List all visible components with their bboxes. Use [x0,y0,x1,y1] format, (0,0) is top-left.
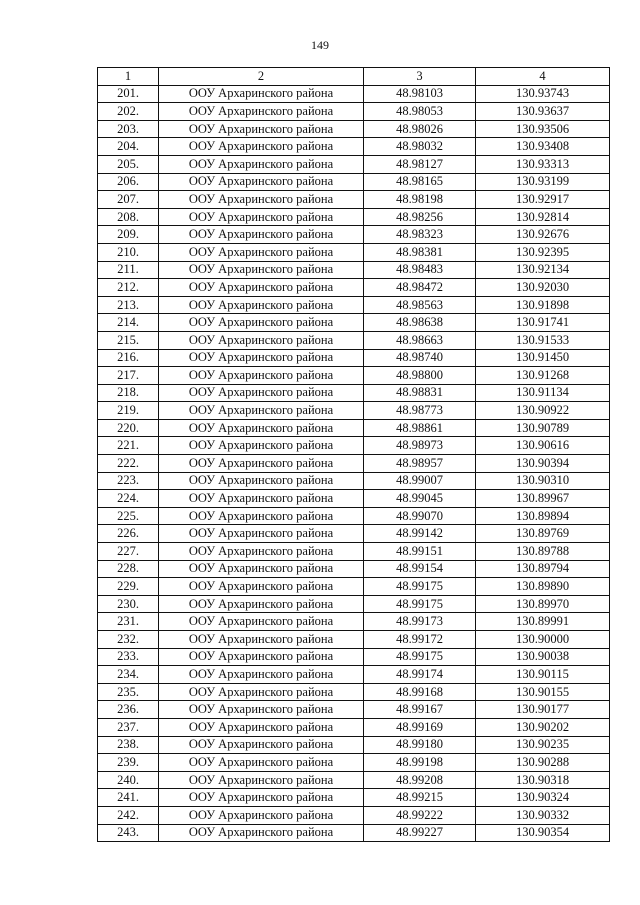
table-row [98,103,610,121]
table-row [98,243,610,261]
latitude-cell: 48.99227 [364,824,476,842]
object-name-cell: ООУ Архаринского района [159,120,364,138]
table-row [98,507,610,525]
object-name-cell: ООУ Архаринского района [159,648,364,666]
latitude-cell: 48.98026 [364,120,476,138]
longitude-cell: 130.93506 [476,120,610,138]
table-row [98,613,610,631]
latitude-cell: 48.99173 [364,613,476,631]
row-number-cell: 216. [98,349,159,367]
latitude-cell: 48.99169 [364,718,476,736]
table-row [98,631,610,649]
row-number-cell: 222. [98,455,159,473]
longitude-cell: 130.90000 [476,631,610,649]
object-name-cell: ООУ Архаринского района [159,208,364,226]
object-name-cell: ООУ Архаринского района [159,349,364,367]
object-name-cell: ООУ Архаринского района [159,683,364,701]
table-row [98,349,610,367]
longitude-cell: 130.90324 [476,789,610,807]
row-number-cell: 233. [98,648,159,666]
longitude-cell: 130.91898 [476,296,610,314]
object-name-cell: ООУ Архаринского района [159,173,364,191]
longitude-cell: 130.90155 [476,683,610,701]
table-row [98,754,610,772]
longitude-cell: 130.90115 [476,666,610,684]
object-name-cell: ООУ Архаринского района [159,543,364,561]
table-row [98,261,610,279]
table-row [98,824,610,842]
table-row [98,718,610,736]
row-number-cell: 206. [98,173,159,191]
object-name-cell: ООУ Архаринского района [159,155,364,173]
table-row [98,701,610,719]
object-name-cell: ООУ Архаринского района [159,789,364,807]
object-name-cell: ООУ Архаринского района [159,261,364,279]
table-row [98,279,610,297]
object-name-cell: ООУ Архаринского района [159,367,364,385]
longitude-cell: 130.93743 [476,85,610,103]
longitude-cell: 130.93637 [476,103,610,121]
latitude-cell: 48.99168 [364,683,476,701]
table-row [98,472,610,490]
object-name-cell: ООУ Архаринского района [159,754,364,772]
column-header-name: 2 [159,68,364,86]
longitude-cell: 130.90922 [476,402,610,420]
latitude-cell: 48.98256 [364,208,476,226]
latitude-cell: 48.98032 [364,138,476,156]
latitude-cell: 48.99215 [364,789,476,807]
object-name-cell: ООУ Архаринского района [159,718,364,736]
longitude-cell: 130.89970 [476,595,610,613]
page-number: 149 [311,38,329,52]
table-row [98,173,610,191]
object-name-cell: ООУ Архаринского района [159,243,364,261]
table-row [98,560,610,578]
latitude-cell: 48.98861 [364,419,476,437]
row-number-cell: 226. [98,525,159,543]
row-number-cell: 204. [98,138,159,156]
latitude-cell: 48.99208 [364,771,476,789]
longitude-cell: 130.91450 [476,349,610,367]
row-number-cell: 240. [98,771,159,789]
table-row [98,789,610,807]
table-row [98,191,610,209]
row-number-cell: 231. [98,613,159,631]
row-number-cell: 223. [98,472,159,490]
table-row [98,296,610,314]
latitude-cell: 48.99175 [364,648,476,666]
row-number-cell: 201. [98,85,159,103]
row-number-cell: 219. [98,402,159,420]
column-header-longitude: 4 [476,68,610,86]
table-row [98,314,610,332]
latitude-cell: 48.98323 [364,226,476,244]
table-row [98,578,610,596]
row-number-cell: 239. [98,754,159,772]
row-number-cell: 229. [98,578,159,596]
table-row [98,208,610,226]
object-name-cell: ООУ Архаринского района [159,595,364,613]
table-row [98,806,610,824]
latitude-cell: 48.98198 [364,191,476,209]
row-number-cell: 224. [98,490,159,508]
row-number-cell: 228. [98,560,159,578]
latitude-cell: 48.99180 [364,736,476,754]
longitude-cell: 130.89788 [476,543,610,561]
longitude-cell: 130.90235 [476,736,610,754]
latitude-cell: 48.98740 [364,349,476,367]
row-number-cell: 208. [98,208,159,226]
longitude-cell: 130.90310 [476,472,610,490]
object-name-cell: ООУ Архаринского района [159,419,364,437]
row-number-cell: 217. [98,367,159,385]
longitude-cell: 130.91134 [476,384,610,402]
longitude-cell: 130.91533 [476,331,610,349]
latitude-cell: 48.98103 [364,85,476,103]
table-row [98,455,610,473]
object-name-cell: ООУ Архаринского района [159,85,364,103]
longitude-cell: 130.90288 [476,754,610,772]
latitude-cell: 48.99070 [364,507,476,525]
row-number-cell: 212. [98,279,159,297]
object-name-cell: ООУ Архаринского района [159,402,364,420]
latitude-cell: 48.98773 [364,402,476,420]
table-row [98,771,610,789]
table-row [98,120,610,138]
object-name-cell: ООУ Архаринского района [159,296,364,314]
row-number-cell: 227. [98,543,159,561]
longitude-cell: 130.90202 [476,718,610,736]
latitude-cell: 48.98957 [364,455,476,473]
latitude-cell: 48.99151 [364,543,476,561]
row-number-cell: 205. [98,155,159,173]
table-row [98,525,610,543]
object-name-cell: ООУ Архаринского района [159,578,364,596]
row-number-cell: 215. [98,331,159,349]
longitude-cell: 130.92134 [476,261,610,279]
table-row [98,419,610,437]
row-number-cell: 238. [98,736,159,754]
object-name-cell: ООУ Архаринского района [159,138,364,156]
row-number-cell: 232. [98,631,159,649]
object-name-cell: ООУ Архаринского района [159,771,364,789]
row-number-cell: 214. [98,314,159,332]
row-number-cell: 213. [98,296,159,314]
object-name-cell: ООУ Архаринского района [159,226,364,244]
table-header [98,68,610,86]
longitude-cell: 130.90332 [476,806,610,824]
object-name-cell: ООУ Архаринского района [159,472,364,490]
longitude-cell: 130.92917 [476,191,610,209]
longitude-cell: 130.90394 [476,455,610,473]
latitude-cell: 48.98973 [364,437,476,455]
longitude-cell: 130.92676 [476,226,610,244]
table-row [98,226,610,244]
table-row [98,648,610,666]
row-number-cell: 209. [98,226,159,244]
latitude-cell: 48.98831 [364,384,476,402]
longitude-cell: 130.89769 [476,525,610,543]
longitude-cell: 130.93313 [476,155,610,173]
table-row [98,85,610,103]
latitude-cell: 48.98663 [364,331,476,349]
row-number-cell: 221. [98,437,159,455]
longitude-cell: 130.90038 [476,648,610,666]
longitude-cell: 130.90177 [476,701,610,719]
latitude-cell: 48.98381 [364,243,476,261]
latitude-cell: 48.98127 [364,155,476,173]
column-header-number: 1 [98,68,159,86]
latitude-cell: 48.98563 [364,296,476,314]
object-name-cell: ООУ Архаринского района [159,103,364,121]
latitude-cell: 48.98053 [364,103,476,121]
longitude-cell: 130.92395 [476,243,610,261]
latitude-cell: 48.99222 [364,806,476,824]
object-name-cell: ООУ Архаринского района [159,314,364,332]
longitude-cell: 130.90789 [476,419,610,437]
latitude-cell: 48.99174 [364,666,476,684]
object-name-cell: ООУ Архаринского района [159,455,364,473]
coordinates-table [97,67,610,842]
latitude-cell: 48.98165 [364,173,476,191]
object-name-cell: ООУ Архаринского района [159,631,364,649]
row-number-cell: 241. [98,789,159,807]
table-row [98,138,610,156]
longitude-cell: 130.92030 [476,279,610,297]
latitude-cell: 48.99142 [364,525,476,543]
latitude-cell: 48.99045 [364,490,476,508]
row-number-cell: 210. [98,243,159,261]
table-row [98,736,610,754]
latitude-cell: 48.99167 [364,701,476,719]
object-name-cell: ООУ Архаринского района [159,613,364,631]
latitude-cell: 48.98800 [364,367,476,385]
column-header-latitude: 3 [364,68,476,86]
latitude-cell: 48.98638 [364,314,476,332]
longitude-cell: 130.89890 [476,578,610,596]
object-name-cell: ООУ Архаринского района [159,525,364,543]
table-row [98,331,610,349]
longitude-cell: 130.93408 [476,138,610,156]
object-name-cell: ООУ Архаринского района [159,331,364,349]
table-row [98,666,610,684]
row-number-cell: 236. [98,701,159,719]
table-body [98,85,610,842]
object-name-cell: ООУ Архаринского района [159,507,364,525]
table-row [98,402,610,420]
row-number-cell: 237. [98,718,159,736]
row-number-cell: 220. [98,419,159,437]
table-row [98,437,610,455]
row-number-cell: 242. [98,806,159,824]
object-name-cell: ООУ Архаринского района [159,824,364,842]
table-row [98,490,610,508]
object-name-cell: ООУ Архаринского района [159,701,364,719]
table-row [98,543,610,561]
row-number-cell: 207. [98,191,159,209]
longitude-cell: 130.90616 [476,437,610,455]
row-number-cell: 243. [98,824,159,842]
longitude-cell: 130.93199 [476,173,610,191]
row-number-cell: 225. [98,507,159,525]
longitude-cell: 130.92814 [476,208,610,226]
latitude-cell: 48.98472 [364,279,476,297]
latitude-cell: 48.99172 [364,631,476,649]
longitude-cell: 130.89967 [476,490,610,508]
object-name-cell: ООУ Архаринского района [159,279,364,297]
longitude-cell: 130.89991 [476,613,610,631]
latitude-cell: 48.99154 [364,560,476,578]
header-row [98,68,610,86]
table-row [98,155,610,173]
row-number-cell: 234. [98,666,159,684]
table-row [98,683,610,701]
latitude-cell: 48.99175 [364,595,476,613]
table-row [98,595,610,613]
table-row [98,367,610,385]
object-name-cell: ООУ Архаринского района [159,437,364,455]
object-name-cell: ООУ Архаринского района [159,490,364,508]
object-name-cell: ООУ Архаринского района [159,806,364,824]
object-name-cell: ООУ Архаринского района [159,191,364,209]
longitude-cell: 130.91268 [476,367,610,385]
row-number-cell: 235. [98,683,159,701]
object-name-cell: ООУ Архаринского района [159,384,364,402]
row-number-cell: 203. [98,120,159,138]
object-name-cell: ООУ Архаринского района [159,736,364,754]
longitude-cell: 130.90354 [476,824,610,842]
longitude-cell: 130.91741 [476,314,610,332]
row-number-cell: 218. [98,384,159,402]
longitude-cell: 130.89794 [476,560,610,578]
latitude-cell: 48.99198 [364,754,476,772]
table-row [98,384,610,402]
longitude-cell: 130.90318 [476,771,610,789]
object-name-cell: ООУ Архаринского района [159,666,364,684]
longitude-cell: 130.89894 [476,507,610,525]
latitude-cell: 48.98483 [364,261,476,279]
object-name-cell: ООУ Архаринского района [159,560,364,578]
row-number-cell: 230. [98,595,159,613]
row-number-cell: 202. [98,103,159,121]
row-number-cell: 211. [98,261,159,279]
latitude-cell: 48.99175 [364,578,476,596]
latitude-cell: 48.99007 [364,472,476,490]
